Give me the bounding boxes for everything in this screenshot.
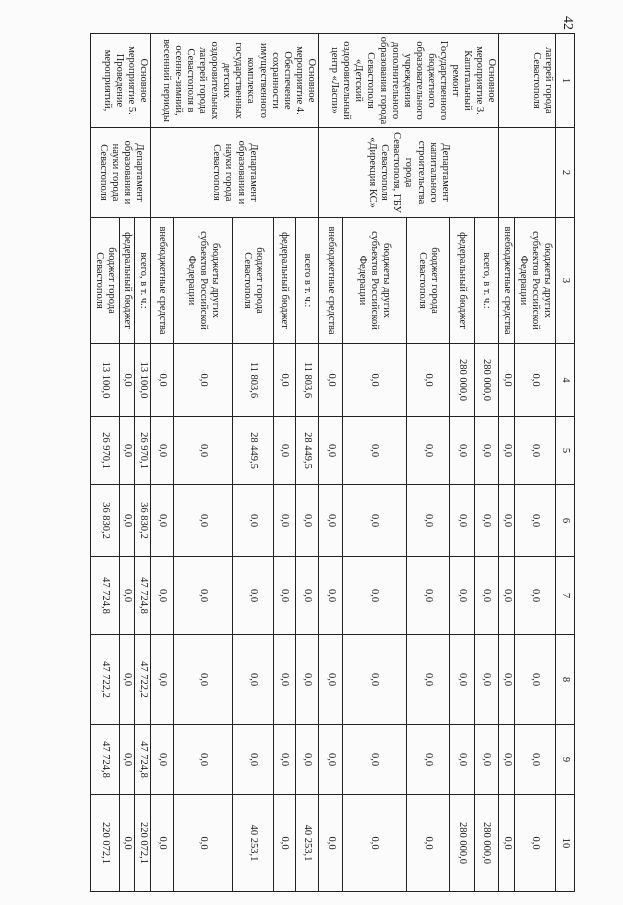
value-cell: 0,0: [151, 417, 174, 485]
value-cell: 0,0: [343, 344, 406, 417]
value-cell: 13 100,0: [135, 344, 151, 417]
source-cell: всего в т. ч.:: [296, 218, 319, 344]
header-cell: 5: [556, 417, 575, 485]
value-cell: 47 722,2: [91, 635, 120, 725]
value-cell: 220 072,1: [135, 795, 151, 892]
value-cell: 13 100,0: [91, 344, 120, 417]
value-cell: 0,0: [499, 635, 515, 725]
value-cell: 26 970,1: [91, 417, 120, 485]
value-cell: 0,0: [296, 557, 319, 635]
header-cell: 2: [556, 128, 575, 218]
value-cell: 0,0: [119, 635, 135, 725]
value-cell: 0,0: [232, 557, 273, 635]
value-cell: 0,0: [173, 417, 232, 485]
source-cell: всего, в т. ч.:: [474, 218, 498, 344]
value-cell: 0,0: [318, 635, 342, 725]
value-cell: 0,0: [514, 725, 555, 795]
value-cell: 0,0: [318, 485, 342, 557]
value-cell: 0,0: [273, 557, 296, 635]
source-cell: федеральный бюджет: [119, 218, 135, 344]
header-row: [556, 34, 575, 892]
value-cell: 0,0: [474, 485, 498, 557]
page-number: 42: [560, 16, 575, 30]
value-cell: 0,0: [499, 795, 515, 892]
value-cell: 0,0: [343, 485, 406, 557]
value-cell: 0,0: [119, 557, 135, 635]
value-cell: 11 803,6: [296, 344, 319, 417]
value-cell: 0,0: [318, 344, 342, 417]
value-cell: 40 253,1: [296, 795, 319, 892]
value-cell: 0,0: [406, 417, 450, 485]
value-cell: 0,0: [406, 485, 450, 557]
value-cell: 0,0: [119, 795, 135, 892]
value-cell: 220 072,1: [91, 795, 120, 892]
source-cell: внебюджетные средства: [499, 218, 515, 344]
value-cell: 0,0: [474, 725, 498, 795]
value-cell: 0,0: [343, 795, 406, 892]
header-cell: 1: [556, 34, 575, 128]
source-cell: бюджет города Севастополя: [406, 218, 450, 344]
value-cell: 280 000,0: [450, 344, 474, 417]
value-cell: 0,0: [151, 725, 174, 795]
value-cell: 0,0: [273, 795, 296, 892]
value-cell: 280 000,0: [474, 344, 498, 417]
executor-cell: Департамент капитального строительства города Севастополя, ГБУ Севастополя «Дирекция КС»: [318, 128, 498, 218]
value-cell: 26 970,1: [135, 417, 151, 485]
value-cell: 28 449,5: [296, 417, 319, 485]
value-cell: 280 000,0: [450, 795, 474, 892]
value-cell: 0,0: [151, 344, 174, 417]
source-cell: федеральный бюджет: [450, 218, 474, 344]
value-cell: 47 722,2: [135, 635, 151, 725]
header-cell: 7: [556, 557, 575, 635]
value-cell: 0,0: [151, 795, 174, 892]
header-cell: 6: [556, 485, 575, 557]
value-cell: 47 724,8: [91, 725, 120, 795]
event-cell: Основное мероприятие 5. Проведение мероприятий,: [91, 34, 151, 128]
value-cell: 0,0: [173, 635, 232, 725]
source-cell: бюджеты других субъектов Российской Федерации: [173, 218, 232, 344]
value-cell: 36 830,2: [135, 485, 151, 557]
value-cell: 0,0: [273, 635, 296, 725]
value-cell: 0,0: [343, 635, 406, 725]
value-cell: 0,0: [450, 557, 474, 635]
value-cell: 0,0: [499, 344, 515, 417]
value-cell: 47 724,8: [91, 557, 120, 635]
value-cell: 40 253,1: [232, 795, 273, 892]
event-cell: Основное мероприятие 4. Обеспечение сохранности имущественного комплекса государственных детских оздоровительных лагерей города Севастополя в осенне-зимний, весенний периоды: [151, 34, 319, 128]
value-cell: 0,0: [343, 725, 406, 795]
source-cell: бюджет города Севастополя: [232, 218, 273, 344]
value-cell: 0,0: [499, 557, 515, 635]
executor-cell: Департамент образования и науки города Севастополя: [91, 128, 151, 218]
source-cell: бюджет города Севастополя: [91, 218, 120, 344]
header-cell: 8: [556, 635, 575, 725]
rotated-table-container: [90, 33, 575, 891]
value-cell: 0,0: [514, 417, 555, 485]
value-cell: 11 803,6: [232, 344, 273, 417]
value-cell: 0,0: [173, 485, 232, 557]
value-cell: 0,0: [499, 725, 515, 795]
table-row: [514, 34, 555, 892]
value-cell: 0,0: [343, 557, 406, 635]
value-cell: 0,0: [514, 557, 555, 635]
value-cell: 0,0: [318, 557, 342, 635]
value-cell: 47 724,8: [135, 557, 151, 635]
value-cell: 36 830,2: [91, 485, 120, 557]
value-cell: 0,0: [119, 725, 135, 795]
value-cell: 0,0: [173, 795, 232, 892]
value-cell: 0,0: [499, 485, 515, 557]
value-cell: 0,0: [273, 417, 296, 485]
value-cell: 0,0: [232, 485, 273, 557]
value-cell: 0,0: [406, 557, 450, 635]
value-cell: 0,0: [499, 417, 515, 485]
value-cell: 28 449,5: [232, 417, 273, 485]
value-cell: 0,0: [119, 344, 135, 417]
value-cell: 0,0: [406, 635, 450, 725]
value-cell: 0,0: [273, 485, 296, 557]
header-cell: 9: [556, 725, 575, 795]
value-cell: 0,0: [318, 417, 342, 485]
value-cell: 0,0: [318, 795, 342, 892]
value-cell: 0,0: [119, 417, 135, 485]
header-cell: 10: [556, 795, 575, 892]
event-cell: лагерей города Севастополя: [499, 34, 556, 128]
value-cell: 0,0: [514, 795, 555, 892]
value-cell: 0,0: [232, 635, 273, 725]
value-cell: 0,0: [173, 557, 232, 635]
value-cell: 0,0: [343, 417, 406, 485]
source-cell: внебюджетные средства: [151, 218, 174, 344]
value-cell: 0,0: [474, 635, 498, 725]
value-cell: 280 000,0: [474, 795, 498, 892]
value-cell: 0,0: [119, 485, 135, 557]
value-cell: 0,0: [474, 557, 498, 635]
event-cell: Основное мероприятие 3. Капитальный ремонт Государственного бюджетного образовательного учреждения дополнительного образования города Севастополя «Детский оздоровительный центр «Ласпи»: [318, 34, 498, 128]
value-cell: 0,0: [151, 635, 174, 725]
source-cell: бюджеты других субъектов Российской Федерации: [343, 218, 406, 344]
executor-cell: [499, 128, 556, 218]
value-cell: 0,0: [450, 417, 474, 485]
header-cell: 4: [556, 344, 575, 417]
value-cell: 0,0: [450, 635, 474, 725]
value-cell: 0,0: [406, 725, 450, 795]
value-cell: 0,0: [296, 485, 319, 557]
source-cell: федеральный бюджет: [273, 218, 296, 344]
header-cell: 3: [556, 218, 575, 344]
value-cell: 0,0: [474, 417, 498, 485]
value-cell: 0,0: [273, 725, 296, 795]
value-cell: 0,0: [406, 795, 450, 892]
source-cell: внебюджетные средства: [318, 218, 342, 344]
value-cell: 0,0: [232, 725, 273, 795]
source-cell: всего, в т. ч.:: [135, 218, 151, 344]
budget-table: [90, 33, 575, 892]
source-cell: бюджеты других субъектов Российской Федерации: [514, 218, 555, 344]
value-cell: 0,0: [273, 344, 296, 417]
value-cell: 0,0: [514, 635, 555, 725]
value-cell: 47 724,8: [135, 725, 151, 795]
value-cell: 0,0: [450, 485, 474, 557]
value-cell: 0,0: [151, 485, 174, 557]
value-cell: 0,0: [296, 725, 319, 795]
value-cell: 0,0: [151, 557, 174, 635]
value-cell: 0,0: [514, 344, 555, 417]
executor-cell: Департамент образования и науки города Севастополя: [151, 128, 319, 218]
value-cell: 0,0: [173, 725, 232, 795]
value-cell: 0,0: [296, 635, 319, 725]
value-cell: 0,0: [406, 344, 450, 417]
table-row: [135, 34, 151, 892]
value-cell: 0,0: [173, 344, 232, 417]
value-cell: 0,0: [514, 485, 555, 557]
table-row: [474, 34, 498, 892]
value-cell: 0,0: [450, 725, 474, 795]
value-cell: 0,0: [318, 725, 342, 795]
table-row: [296, 34, 319, 892]
